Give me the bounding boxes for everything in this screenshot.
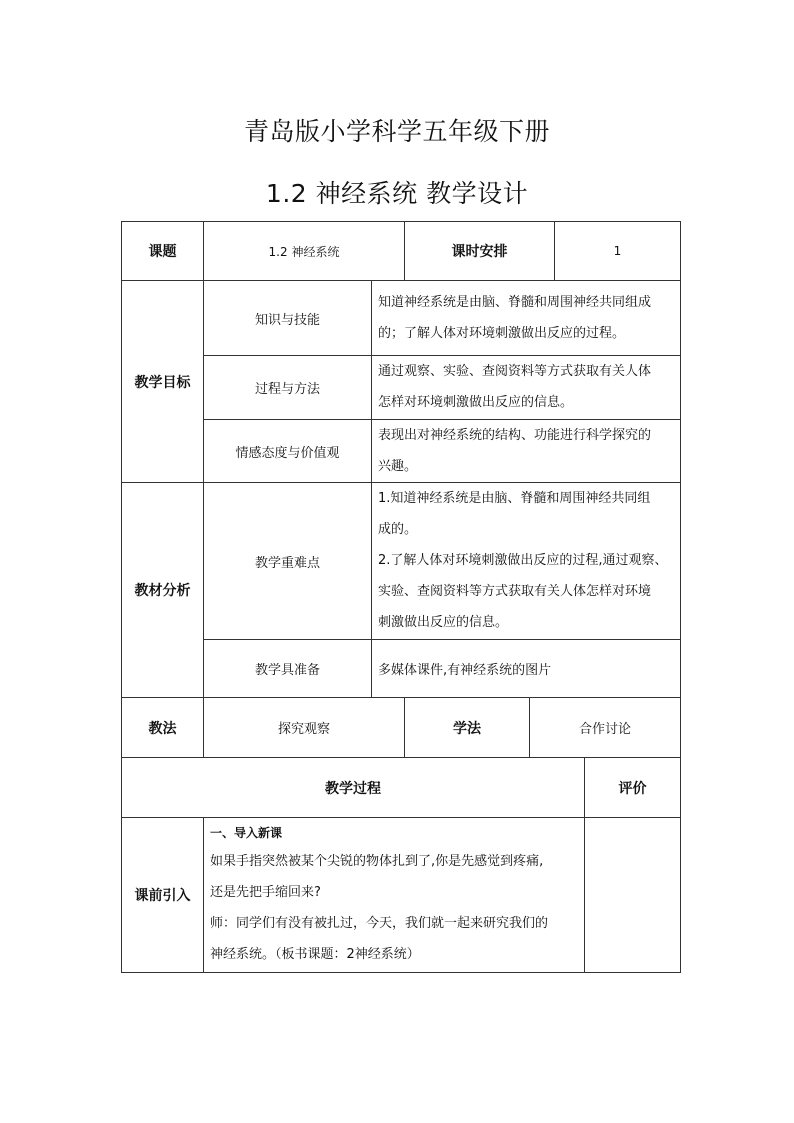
text-line: 神经系统。（板书课题：2神经系统） bbox=[210, 947, 420, 962]
table-border bbox=[121, 972, 681, 973]
process-label: 教学过程 bbox=[325, 780, 381, 797]
document-subtitle: 1.2 神经系统 教学设计 bbox=[265, 179, 529, 208]
text-line: 1.知道神经系统是由脑、脊髓和周围神经共同组 bbox=[378, 491, 651, 506]
key-points-label: 教学重难点 bbox=[254, 555, 320, 571]
objective-process-text bbox=[372, 356, 680, 419]
document-title: 青岛版小学科学五年级下册 bbox=[243, 117, 550, 146]
text-line: 兴趣。 bbox=[378, 459, 418, 474]
intro-heading: 一、导入新课 bbox=[210, 826, 283, 840]
topic-value: 1.2 神经系统 bbox=[268, 244, 340, 259]
objective-process-label: 过程与方法 bbox=[254, 382, 320, 397]
study-label: 学法 bbox=[453, 720, 481, 737]
objective-knowledge-text bbox=[372, 281, 680, 355]
text-line: 怎样对环境刺激做出反应的信息。 bbox=[378, 395, 574, 410]
prep-value: 多媒体课件,有神经系统的图片 bbox=[378, 663, 552, 678]
hours-label: 课时安排 bbox=[451, 244, 508, 260]
topic-label: 课题 bbox=[148, 244, 177, 260]
text-line: 知道神经系统是由脑、脊髓和周围神经共同组成 bbox=[378, 295, 652, 310]
evaluation-label: 评价 bbox=[618, 780, 647, 797]
hours-value: 1 bbox=[613, 244, 622, 258]
objective-knowledge-label: 知识与技能 bbox=[254, 312, 320, 328]
text-line: 的；了解人体对环境刺激做出反应的过程。 bbox=[378, 326, 626, 341]
text-line: 刺激做出反应的信息。 bbox=[378, 615, 509, 630]
text-line: 2.了解人体对环境刺激做出反应的过程,通过观察、 bbox=[378, 553, 668, 568]
analysis-label: 教材分析 bbox=[134, 583, 191, 599]
objective-attitude-text bbox=[372, 420, 680, 482]
text-line: 表现出对神经系统的结构、功能进行科学探究的 bbox=[378, 428, 652, 443]
intro-content bbox=[204, 818, 584, 972]
objectives-label: 教学目标 bbox=[134, 374, 191, 391]
objective-attitude-label: 情感态度与价值观 bbox=[235, 445, 340, 461]
text-line: 还是先把手缩回来? bbox=[210, 885, 321, 900]
prep-label: 教学具准备 bbox=[254, 663, 320, 678]
study-value: 合作讨论 bbox=[578, 722, 631, 737]
text-line: 实验、查阅资料等方式获取有关人体怎样对环境 bbox=[378, 584, 652, 599]
key-points-text bbox=[372, 483, 680, 639]
text-line: 成的。 bbox=[378, 522, 418, 537]
table-border bbox=[680, 221, 681, 973]
text-line: 通过观察、实验、查阅资料等方式获取有关人体 bbox=[378, 364, 652, 379]
text-line: 师：同学们有没有被扎过，今天，我们就一起来研究我们的 bbox=[210, 916, 549, 931]
intro-label: 课前引入 bbox=[134, 888, 191, 904]
method-label: 教法 bbox=[148, 720, 177, 737]
method-value: 探究观察 bbox=[277, 722, 330, 737]
text-line: 如果手指突然被某个尖锐的物体扎到了,你是先感觉到疼痛, bbox=[210, 854, 544, 869]
